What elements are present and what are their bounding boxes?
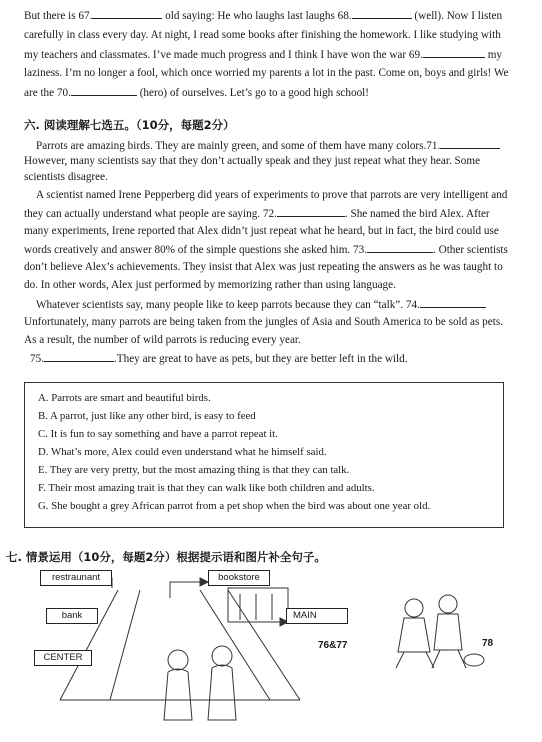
passage-line-3: my teachers and classmates. I’ve made much progress and I think I have won the war 69. my <box>24 49 502 61</box>
street-illustration <box>0 560 542 737</box>
para2-line1: A scientist named Irene Pepperberg did years of experiments to prove that parrots are very intelligent and <box>36 189 508 201</box>
para3-line2: Unfortunately, many parrots are being taken from the jungles of Asia and South America to be sold as pets. <box>24 316 503 328</box>
blank-67[interactable] <box>92 8 162 19</box>
option-c: C. It is fun to say something and have a parrot repeat it. <box>38 428 278 440</box>
para1-line2: However, many scientists say that they don’t actually speak and they just repeat what they hear. Some <box>24 155 481 167</box>
blank-72[interactable] <box>277 206 345 217</box>
para2-line3: many experiments, Irene reported that Alex didn’t just repeat what he heard, but in fact, the bird could use <box>24 225 499 237</box>
para2-line2: they can actually understand what people are saying. 72. . She named the bird Alex. After <box>24 208 490 220</box>
blank-73[interactable] <box>367 242 433 253</box>
section-6-title: 六. 阅读理解七选五。（10分，每题2分） <box>24 118 235 132</box>
option-b: B. A parrot, just like any other bird, is easy to feed <box>38 410 256 422</box>
street-scene <box>0 560 542 737</box>
question-78: 78 <box>482 638 494 649</box>
para3-line3: As a result, the number of wild parrots is reducing every year. <box>24 334 301 346</box>
option-f: F. Their most amazing trait is that they can walk like both children and adults. <box>38 482 375 494</box>
blank-74[interactable] <box>420 297 486 308</box>
option-d: D. What’s more, Alex could even understand what he himself said. <box>38 446 327 458</box>
para2-line6: do. In other words, Alex just performed by memorizing rather than using language. <box>24 279 396 291</box>
passage-line-5: are the 70. (hero) of ourselves. Let’s go to a good high school! <box>24 87 369 99</box>
label-bookstore: bookstore <box>208 570 270 586</box>
para1-line3: scientists disagree. <box>24 171 108 183</box>
question-76-77: 76&77 <box>318 640 348 651</box>
option-a: A. Parrots are smart and beautiful birds. <box>38 392 211 404</box>
para2-line4: words creatively and answer 80% of the simple questions she asked him. 73. . Other scientists <box>24 244 508 256</box>
passage-line-1: But there is 67. old saying: He who laughs last laughs 68. (well). Now I listen <box>24 10 503 22</box>
label-main: MAIN <box>286 608 348 624</box>
option-e: E. They are very pretty, but the most amazing thing is that they can talk. <box>38 464 350 476</box>
section-7-title: 七. 情景运用（10分，每题2分）根据提示语和图片补全句子。 <box>6 550 326 564</box>
passage-line-2: carefully in class every day. At night, I read some books after finishing the homework. I like studying with <box>24 29 501 41</box>
blank-75[interactable] <box>44 351 114 362</box>
blank-69[interactable] <box>423 47 485 58</box>
para3-line1: Whatever scientists say, many people like to keep parrots because they can “talk”. 74. <box>36 297 486 312</box>
para1-line1: Parrots are amazing birds. They are mainly green, and some of them have many colors.71. <box>36 138 500 153</box>
para4-line1: 75. .They are great to have as pets, but they are better left in the wild. <box>30 353 408 365</box>
label-center: CENTER <box>34 650 92 666</box>
label-restaurant: restraunant <box>40 570 112 586</box>
para2-line5: don’t believe Alex’s achievements. They insist that Alex was just repeating the answers as he was taught to <box>24 261 503 273</box>
option-g: G. She bought a grey African parrot from a pet shop when the bird was about one year old. <box>38 500 431 512</box>
label-bank: bank <box>46 608 98 624</box>
blank-70[interactable] <box>71 85 137 96</box>
blank-68[interactable] <box>352 8 412 19</box>
passage-line-4: laziness. I’m no longer a fool, which once worried my parents a lot in the past. Come on, boys and girls! We <box>24 67 509 79</box>
blank-71[interactable] <box>440 138 500 149</box>
